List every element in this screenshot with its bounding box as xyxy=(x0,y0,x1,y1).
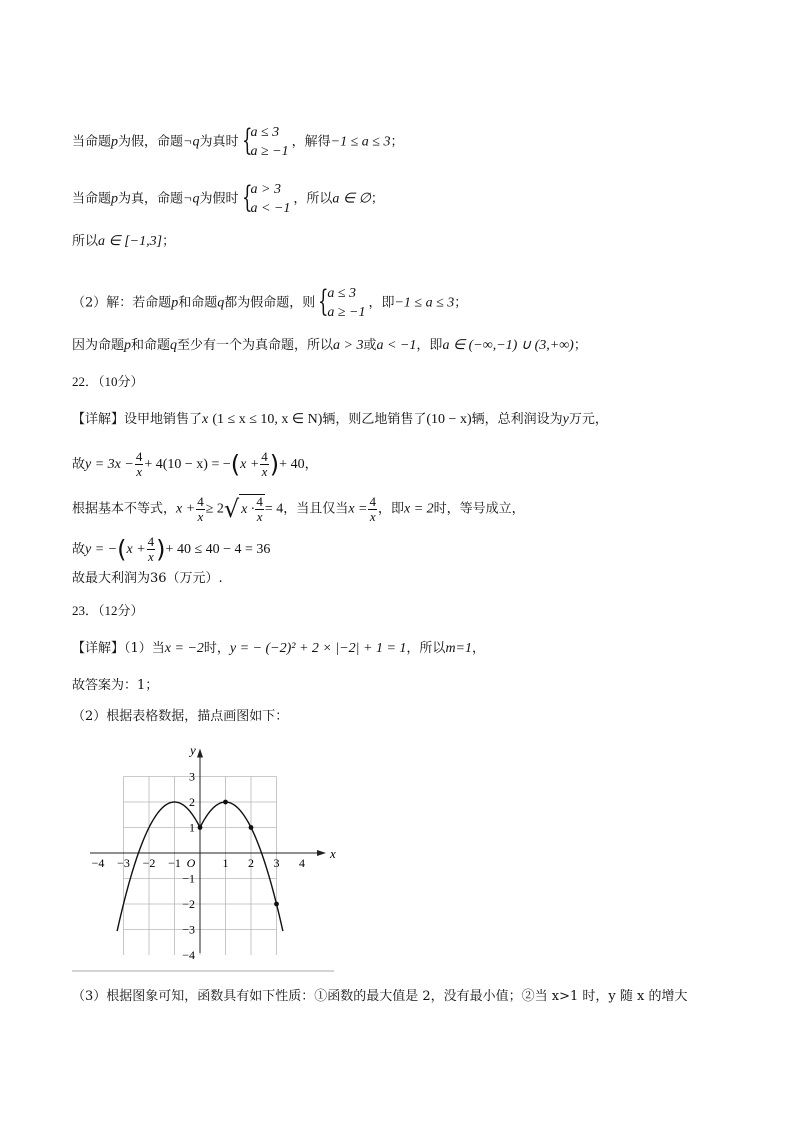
text: ， xyxy=(304,457,318,472)
proposition-q: q xyxy=(170,338,178,353)
system-row: a ≤ 3 xyxy=(250,125,280,140)
y-tick-label: 3 xyxy=(189,769,195,784)
system-row: a < −1 xyxy=(250,201,291,216)
y-axis-label: y xyxy=(190,742,196,758)
result: a ∈ (−∞,−1) ∪ (3,+∞) xyxy=(442,338,574,353)
sqrt-body xyxy=(239,494,265,524)
x-tick-label: 4 xyxy=(299,856,305,870)
text: 辆，则乙地销售了 xyxy=(322,412,427,427)
inequality: a < −1 xyxy=(376,338,417,353)
text: ，解得 xyxy=(291,134,331,150)
result: a ∈ ∅ xyxy=(332,191,371,207)
origin-label: O xyxy=(186,856,196,870)
numerator: 4 xyxy=(369,493,376,509)
y-tick-label: 2 xyxy=(189,795,195,809)
condition: (1 ≤ x ≤ 10, x ∈ N) xyxy=(212,412,323,427)
text: ； xyxy=(162,234,176,249)
inequality-system: { a ≤ 3 a ≥ −1 xyxy=(241,123,289,159)
solution-line-13 xyxy=(72,639,485,659)
x-tick-label: −1 xyxy=(168,856,181,870)
plotted-point xyxy=(249,825,254,830)
expression: x + xyxy=(126,542,146,557)
numerator: 4 xyxy=(256,494,263,509)
text: 都为假命题，则 xyxy=(224,295,316,311)
not-q: ¬q xyxy=(183,191,200,207)
text: 为真时 xyxy=(199,134,239,150)
text: 当命题 xyxy=(72,134,112,150)
text: 因为命题 xyxy=(72,338,125,353)
expression: x = −2 xyxy=(164,641,204,656)
expression: (10 − x) xyxy=(426,412,472,427)
variable-y: y xyxy=(562,412,569,427)
text: ，所以 xyxy=(293,191,333,207)
text: 故 xyxy=(72,457,86,472)
y-tick-label: −4 xyxy=(182,948,195,962)
solution-line-3 xyxy=(72,232,175,252)
x-tick-label: 2 xyxy=(248,856,254,870)
denominator: x xyxy=(136,464,142,479)
expression: y = − (−2)² + 2 × |−2| + 1 = 1 xyxy=(229,641,407,656)
x-tick-label: −4 xyxy=(91,856,105,870)
text: 辆，总利润设为 xyxy=(471,412,563,427)
text: ， xyxy=(472,641,486,656)
y-axis-arrow xyxy=(197,749,203,758)
y-tick-label: 1 xyxy=(189,820,195,835)
solution-line-1 xyxy=(72,123,404,161)
text: 至少有一个为真命题，所以 xyxy=(177,338,334,353)
solution-line-4 xyxy=(72,284,467,322)
fraction xyxy=(135,450,144,479)
expression: ≥ 2 xyxy=(205,501,224,517)
question-22-heading: 22．（10分） xyxy=(72,374,144,389)
expression: = 4 xyxy=(264,501,284,517)
variable-x: x xyxy=(202,412,209,427)
plotted-point xyxy=(274,902,279,907)
numerator: 4 xyxy=(261,449,268,464)
system-row: a ≥ −1 xyxy=(250,144,289,159)
expression: + 4(10 − x) = − xyxy=(144,457,231,472)
solution-line-9 xyxy=(72,494,525,524)
denominator: x xyxy=(256,509,263,524)
expression: x + xyxy=(240,457,260,472)
text: 【详解】设甲地销售了 xyxy=(72,412,203,427)
solution-line-15: （2）根据表格数据，描点画图如下： xyxy=(72,709,289,724)
result: a ∈ [−1,3] xyxy=(98,234,163,249)
denominator: x xyxy=(197,508,204,524)
function-graph xyxy=(72,733,337,973)
system-row: a > 3 xyxy=(250,182,281,197)
fraction xyxy=(147,535,156,564)
solution-line-2 xyxy=(72,180,384,218)
text: 或 xyxy=(363,338,377,353)
x-tick-label: −2 xyxy=(142,856,156,870)
text: 故 xyxy=(72,542,86,557)
text: （2）解：若命题 xyxy=(72,295,172,311)
denominator: x xyxy=(261,464,268,479)
text: ，所以 xyxy=(406,641,446,656)
x-tick-label: 1 xyxy=(222,856,229,870)
text: ； xyxy=(454,295,468,311)
y-tick-label: −1 xyxy=(182,871,195,886)
text: 和命题 xyxy=(131,338,171,353)
proposition-p: p xyxy=(111,134,119,150)
right-paren: ) xyxy=(269,450,280,479)
text: 【详解】（1）当 xyxy=(72,641,165,656)
text: ，即 xyxy=(416,338,443,353)
text: 所以 xyxy=(72,234,99,249)
inequality-system: { a ≤ 3 a ≥ −1 xyxy=(318,284,366,320)
y-tick-label: −3 xyxy=(182,922,195,937)
expression: + 40 ≤ 40 − 4 = 36 xyxy=(165,542,271,557)
result: −1 ≤ a ≤ 3 xyxy=(394,295,455,311)
text: ，当且仅当 xyxy=(283,501,349,517)
numerator: 4 xyxy=(147,534,155,549)
text: 时， xyxy=(203,641,230,656)
expression: x = xyxy=(348,501,368,517)
x-tick-label: 3 xyxy=(273,856,280,870)
not-q: ¬q xyxy=(183,134,200,150)
x-tick-label: −3 xyxy=(117,856,130,870)
text: ； xyxy=(573,338,587,353)
expression: + 40 xyxy=(279,457,305,472)
text: 为真，命题 xyxy=(118,191,184,207)
left-paren: ( xyxy=(230,450,241,479)
question-23-heading: 23．（12分） xyxy=(72,603,144,618)
solution-line-14: 故答案为：1； xyxy=(72,678,159,693)
text: 为假，命题 xyxy=(118,134,184,150)
expression: x = 2 xyxy=(404,501,434,517)
result: −1 ≤ a ≤ 3 xyxy=(330,134,391,150)
fraction xyxy=(255,495,264,524)
sqrt-sign: √ xyxy=(223,495,240,523)
solution-line-7 xyxy=(72,410,608,430)
plotted-point xyxy=(223,800,228,805)
x-axis-arrow xyxy=(317,850,326,856)
x-axis-label: x xyxy=(330,846,336,861)
text: ，即 xyxy=(368,295,395,311)
text: 万元， xyxy=(568,412,608,427)
text: ； xyxy=(370,191,384,207)
denominator: x xyxy=(369,508,376,524)
y-tick-label: −2 xyxy=(182,897,195,911)
expression: m=1 xyxy=(445,641,472,656)
solution-line-16: （3）根据图象可知，函数具有如下性质：①函数的最大值是 2，没有最小值；②当 x>1 时，y 随 x 的增大 xyxy=(72,989,688,1004)
solution-line-8 xyxy=(72,450,318,479)
proposition-p: p xyxy=(171,295,179,311)
fraction xyxy=(260,450,269,479)
proposition-q: q xyxy=(217,295,225,311)
text: 当命题 xyxy=(72,191,112,207)
text: 根据基本不等式， xyxy=(72,501,177,517)
right-paren: ) xyxy=(156,535,166,564)
fraction xyxy=(368,495,377,524)
plotted-point xyxy=(198,825,203,830)
denominator: x xyxy=(148,549,154,564)
system-row: a ≥ −1 xyxy=(327,305,366,320)
text: ，即 xyxy=(377,501,404,517)
text: 为假时 xyxy=(199,191,239,207)
left-paren: ( xyxy=(117,535,127,564)
expression: x + xyxy=(176,501,196,517)
system-row: a ≤ 3 xyxy=(327,286,356,301)
fraction xyxy=(196,495,205,524)
solution-line-5 xyxy=(72,336,587,356)
proposition-p: p xyxy=(111,191,119,207)
expression: y = 3x − xyxy=(85,457,134,472)
numerator: 4 xyxy=(197,493,204,509)
expression: x · xyxy=(241,502,255,517)
text: ； xyxy=(390,134,404,150)
inequality: a > 3 xyxy=(333,338,364,353)
numerator: 4 xyxy=(135,449,143,464)
solution-line-10 xyxy=(72,535,270,564)
text: 和命题 xyxy=(178,295,218,311)
expression: y = − xyxy=(85,542,118,557)
text: 时，等号成立， xyxy=(433,501,525,517)
solution-line-11: 故最大利润为36（万元）. xyxy=(72,571,223,586)
proposition-p: p xyxy=(124,338,132,353)
inequality-system: { a > 3 a < −1 xyxy=(241,180,291,216)
